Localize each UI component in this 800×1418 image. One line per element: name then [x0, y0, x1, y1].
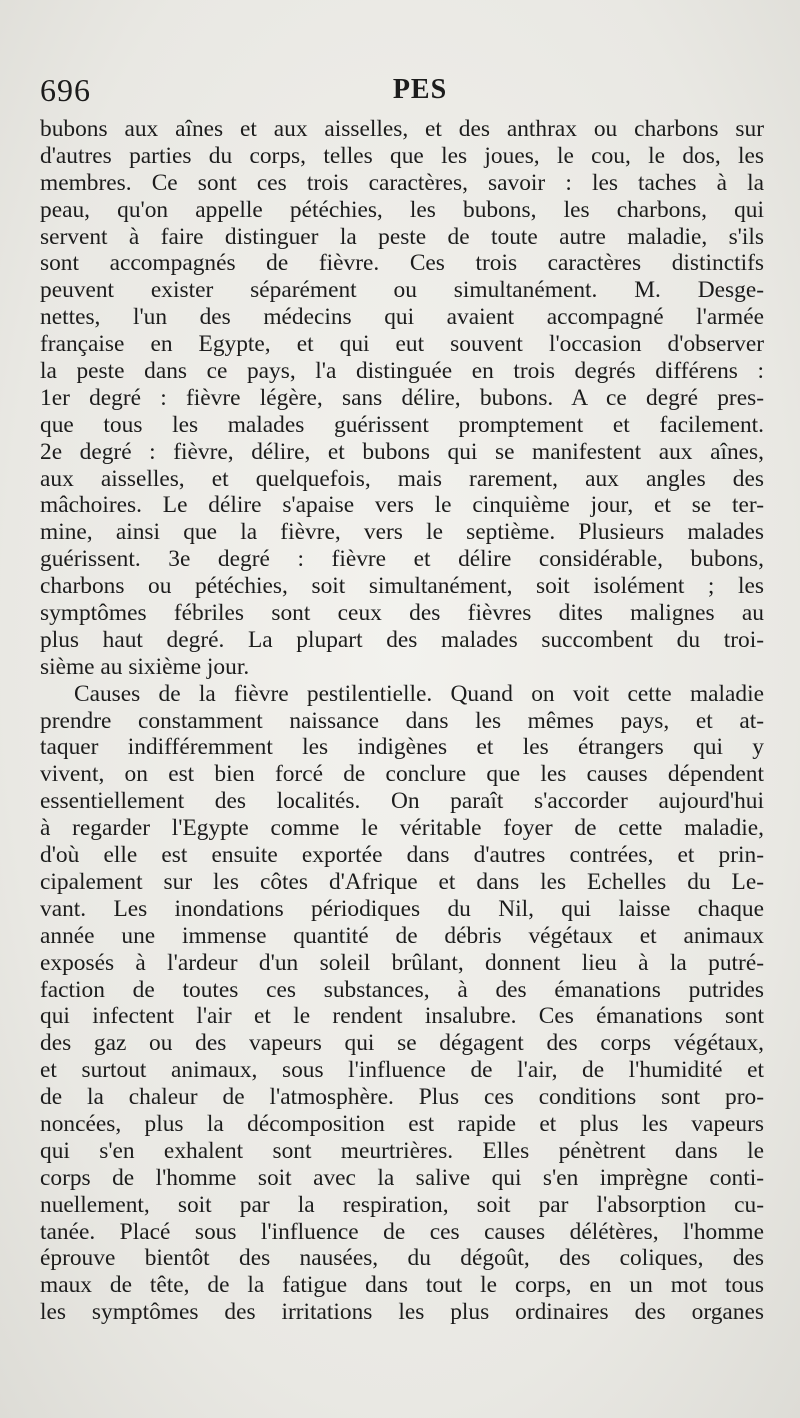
- text-line: 2e degré : fièvre, délire, et bubons qui se manifestent aux aînes,: [40, 438, 764, 465]
- text-line: qui s'en exhalent sont meurtrières. Elles pénètrent dans le: [40, 1137, 764, 1164]
- text-line: année une immense quantité de débris végétaux et animaux: [40, 922, 764, 949]
- text-line: à regarder l'Egypte comme le véritable foyer de cette maladie,: [40, 815, 764, 842]
- text-line: la peste dans ce pays, l'a distinguée en trois degrés différens :: [40, 358, 764, 385]
- text-line: corps de l'homme soit avec la salive qui s'en imprègne conti-: [40, 1164, 764, 1191]
- text-line: guérissent. 3e degré : fièvre et délire considérable, bubons,: [40, 546, 764, 573]
- text-line: mâchoires. Le délire s'apaise vers le cinquième jour, et se ter-: [40, 492, 764, 519]
- text-line: membres. Ce sont ces trois caractères, savoir : les taches à la: [40, 169, 764, 196]
- text-line: d'où elle est ensuite exportée dans d'autres contrées, et prin-: [40, 842, 764, 869]
- text-line: qui infectent l'air et le rendent insalubre. Ces émanations sont: [40, 1003, 764, 1030]
- text-line: essentiellement des localités. On paraît s'accorder aujourd'hui: [40, 788, 764, 815]
- text-line: sième au sixième jour.: [40, 653, 250, 680]
- text-line: exposés à l'ardeur d'un soleil brûlant, donnent lieu à la putré-: [40, 949, 764, 976]
- text-line: peau, qu'on appelle pétéchies, les bubons, les charbons, qui: [40, 196, 764, 223]
- text-line: taquer indifféremment les indigènes et les étrangers qui y: [40, 734, 764, 761]
- body-text: [40, 116, 764, 1326]
- text-line: plus haut degré. La plupart des malades succombent du troi-: [40, 626, 764, 653]
- text-line: et surtout animaux, sous l'influence de l'air, de l'humidité et: [40, 1057, 764, 1084]
- text-line: charbons ou pétéchies, soit simultanément, soit isolément ; les: [40, 573, 764, 600]
- text-line: tanée. Placé sous l'influence de ces causes délétères, l'homme: [40, 1218, 764, 1245]
- text-line: de la chaleur de l'atmosphère. Plus ces conditions sont pro-: [40, 1084, 764, 1111]
- text-line: prendre constamment naissance dans les mêmes pays, et at-: [40, 707, 764, 734]
- running-head: PES: [392, 74, 448, 105]
- text-line: cipalement sur les côtes d'Afrique et dans les Echelles du Le-: [40, 868, 764, 895]
- text-line: nettes, l'un des médecins qui avaient accompagné l'armée: [40, 304, 764, 331]
- text-line: servent à faire distinguer la peste de toute autre maladie, s'ils: [40, 223, 764, 250]
- text-line: mine, ainsi que la fièvre, vers le septième. Plusieurs malades: [40, 519, 764, 546]
- text-line: éprouve bientôt des nausées, du dégoût, des coliques, des: [40, 1245, 764, 1272]
- text-line: symptômes fébriles sont ceux des fièvres dites malignes au: [40, 600, 764, 627]
- section-heading-line: Causes de la fièvre pestilentielle. Quand on voit cette maladie: [74, 680, 764, 707]
- text-line: vivent, on est bien forcé de conclure que les causes dépendent: [40, 761, 764, 788]
- page-header: [40, 70, 764, 110]
- text-line: des gaz ou des vapeurs qui se dégagent des corps végétaux,: [40, 1030, 764, 1057]
- text-line: 1er degré : fièvre légère, sans délire, bubons. A ce degré pres-: [40, 384, 764, 411]
- text-line: peuvent exister séparément ou simultanément. M. Desge-: [40, 277, 764, 304]
- text-line: nuellement, soit par la respiration, soit par l'absorption cu-: [40, 1191, 764, 1218]
- text-line: sont accompagnés de fièvre. Ces trois caractères distinctifs: [40, 250, 764, 277]
- text-line: vant. Les inondations périodiques du Nil, qui laisse chaque: [40, 895, 764, 922]
- text-line: les symptômes des irritations les plus ordinaires des organes: [40, 1299, 764, 1326]
- text-line: aux aisselles, et quelquefois, mais rarement, aux angles des: [40, 465, 764, 492]
- text-line: que tous les malades guérissent promptement et facilement.: [40, 411, 764, 438]
- text-line: faction de toutes ces substances, à des émanations putrides: [40, 976, 764, 1003]
- page-number: 696: [40, 72, 91, 108]
- text-line: française en Egypte, et qui eut souvent l'occasion d'observer: [40, 331, 764, 358]
- text-line: noncées, plus la décomposition est rapide et plus les vapeurs: [40, 1110, 764, 1137]
- text-line: bubons aux aînes et aux aisselles, et des anthrax ou charbons sur: [40, 116, 764, 142]
- text-line: maux de tête, de la fatigue dans tout le corps, en un mot tous: [40, 1272, 764, 1299]
- text-line: d'autres parties du corps, telles que les joues, le cou, le dos, les: [40, 142, 764, 169]
